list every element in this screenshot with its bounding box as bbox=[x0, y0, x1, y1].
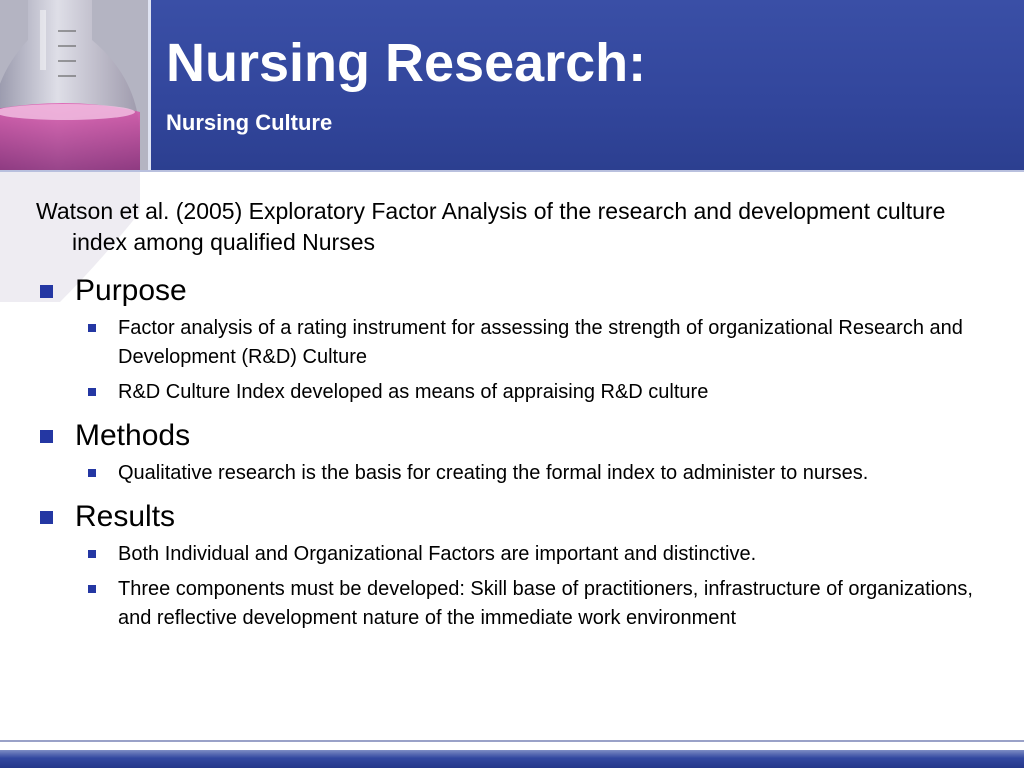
square-bullet-icon bbox=[88, 469, 96, 477]
section-heading: Results bbox=[75, 500, 176, 533]
list-item bbox=[36, 575, 986, 633]
list-item-text: Factor analysis of a rating instrument for assessing the strength of organizational Research and Development (R&D) Culture bbox=[118, 317, 963, 368]
section-results bbox=[36, 498, 986, 633]
section-heading-row bbox=[36, 417, 986, 455]
list-item-text: Qualitative research is the basis for creating the formal index to administer to nurses. bbox=[118, 462, 869, 484]
page-subtitle: Nursing Culture bbox=[166, 110, 333, 135]
section-heading-row bbox=[36, 272, 986, 310]
section-heading-row bbox=[36, 498, 986, 536]
flask-image bbox=[0, 0, 151, 170]
list-item bbox=[36, 459, 986, 488]
list-item-text: Three components must be developed: Skill base of practitioners, infrastructure of organizations, and reflective development nature of the immediate work environment bbox=[118, 578, 973, 629]
section-heading: Purpose bbox=[75, 274, 187, 307]
square-bullet-icon bbox=[88, 550, 96, 558]
section-methods bbox=[36, 417, 986, 488]
list-item-text: R&D Culture Index developed as means of appraising R&D culture bbox=[118, 381, 709, 403]
square-bullet-icon bbox=[88, 388, 96, 396]
square-bullet-icon bbox=[88, 585, 96, 593]
square-bullet-icon bbox=[40, 430, 53, 443]
footer-band bbox=[0, 750, 1024, 768]
section-heading: Methods bbox=[75, 419, 191, 452]
square-bullet-icon bbox=[40, 285, 53, 298]
bottom-divider bbox=[0, 740, 1024, 742]
section-purpose bbox=[36, 272, 986, 407]
square-bullet-icon bbox=[88, 324, 96, 332]
list-item bbox=[36, 540, 986, 569]
list-item bbox=[36, 378, 986, 407]
list-item-text: Both Individual and Organizational Factors are important and distinctive. bbox=[118, 543, 757, 565]
page-title: Nursing Research: bbox=[166, 33, 647, 93]
square-bullet-icon bbox=[40, 511, 53, 524]
intro-text: Watson et al. (2005) Exploratory Factor Analysis of the research and development culture index among qualified Nurses bbox=[36, 198, 946, 255]
list-item bbox=[36, 314, 986, 372]
slide-content bbox=[36, 196, 986, 643]
